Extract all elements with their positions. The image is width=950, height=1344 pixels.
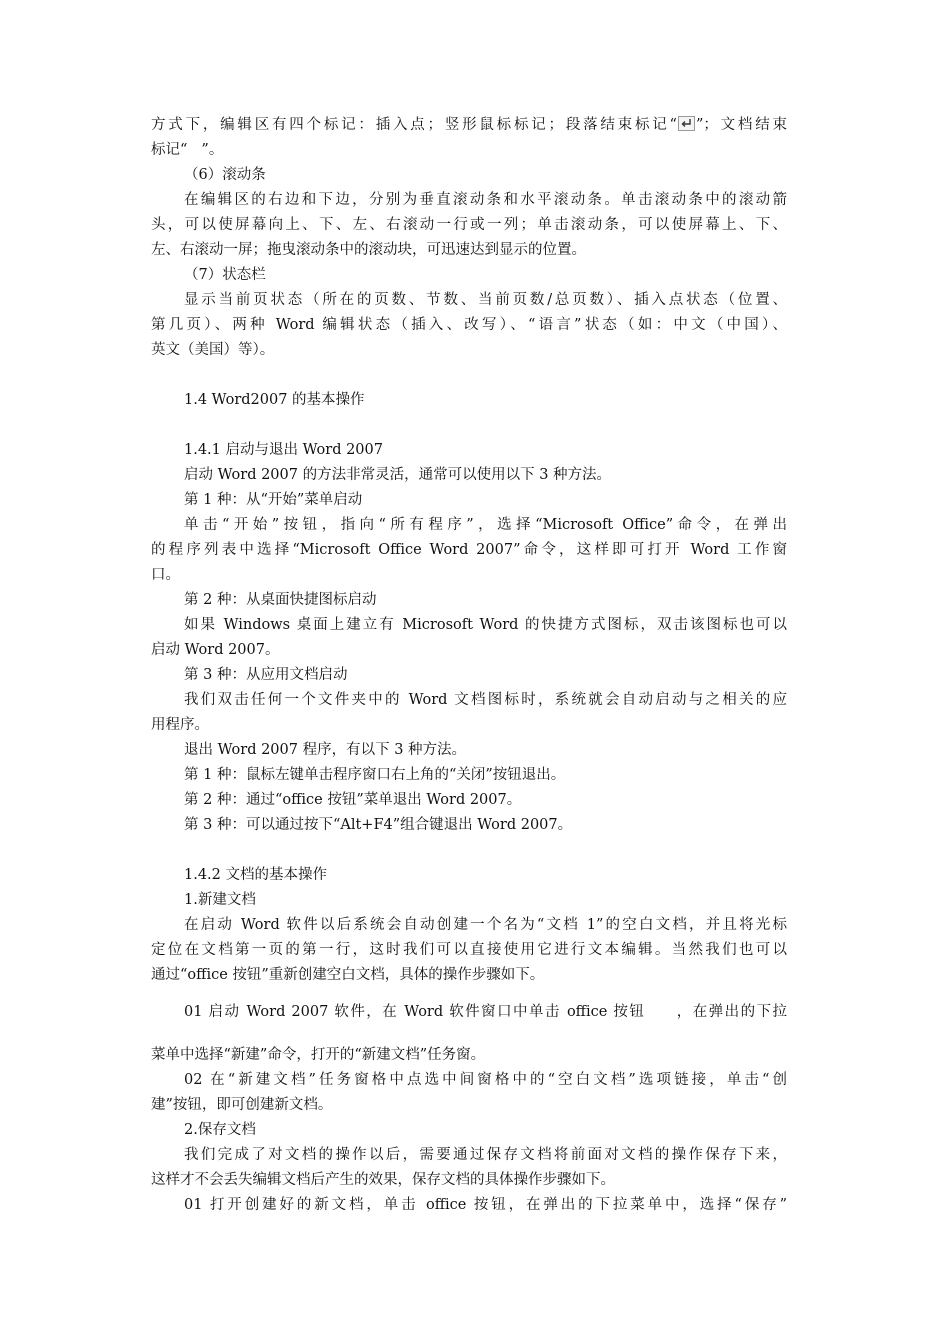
office-button-icon (645, 1004, 675, 1018)
text-line (151, 113, 787, 138)
text-line: 我们双击任何一个文件夹中的 Word 文档图标时，系统就会自动启动与之相关的应 (184, 692, 787, 708)
text-line: 单击“开始”按钮，指向“所有程序”，选择“Microsoft Office”命令，在弹出 (184, 517, 787, 533)
text-line: 头，可以使屏幕向上、下、左、右滚动一行或一列；单击滚动条，可以使屏幕上、下、 (151, 217, 787, 233)
text-run: 标记“ (151, 142, 188, 158)
text-line: 第 1 种：鼠标左键单击程序窗口右上角的“关闭”按钮退出。 (184, 767, 566, 783)
text-line: 第几页）、两种 Word 编辑状态（插入、改写）、“语言”状态（如：中文（中国）、 (151, 317, 787, 333)
heading-1-4: 1.4 Word2007 的基本操作 (184, 392, 365, 408)
text-line: 第 2 种：通过“office 按钮”菜单退出 Word 2007。 (184, 792, 522, 808)
text-line: 英文（美国）等）。 (151, 342, 275, 358)
text-run: ”；文档结束 (695, 117, 787, 133)
text-run: 方式下，编辑区有四个标记：插入点；竖形鼠标标记；段落结束标记“ (151, 117, 677, 133)
method-title: 第 1 种：从“开始”菜单启动 (184, 492, 363, 508)
text-line: 用程序。 (151, 717, 209, 733)
text-line: 菜单中选择“新建”命令，打开的“新建文档”任务窗。 (151, 1047, 486, 1063)
text-run: ”。 (201, 142, 224, 158)
text-line: 如果 Windows 桌面上建立有 Microsoft Word 的快捷方式图标，双击该图标也可以 (184, 617, 787, 633)
text-line: 在编辑区的右边和下边，分别为垂直滚动条和水平滚动条。单击滚动条中的滚动箭 (184, 192, 787, 208)
section-title: 1.新建文档 (184, 892, 256, 908)
paragraph-mark-icon (678, 116, 695, 131)
text-line: 通过“office 按钮”重新创建空白文档，具体的操作步骤如下。 (151, 967, 545, 983)
section-title: 2.保存文档 (184, 1122, 256, 1138)
text-line: 的程序列表中选择“Microsoft Office Word 2007”命令，这样即可打开 Word 工作窗 (151, 542, 787, 558)
text-line: 显示当前页状态（所在的页数、节数、当前页数/总页数）、插入点状态（位置、 (184, 292, 787, 308)
text-run: ，在弹出的下拉 (675, 1004, 788, 1020)
text-line (151, 138, 787, 163)
text-line: 退出 Word 2007 程序，有以下 3 种方法。 (184, 742, 467, 758)
text-line: 01 打开创建好的新文档，单击 office 按钮，在弹出的下拉菜单中，选择“保存” (184, 1197, 787, 1213)
text-line: 口。 (151, 567, 180, 583)
method-title: 第 2 种：从桌面快捷图标启动 (184, 592, 377, 608)
text-line: 这样才不会丢失编辑文档后产生的效果，保存文档的具体操作步骤如下。 (151, 1172, 615, 1188)
text-line: 建”按钮，即可创建新文档。 (151, 1097, 333, 1113)
text-line: 第 3 种：可以通过按下“Alt+F4”组合键退出 Word 2007。 (184, 817, 573, 833)
text-line: 定位在文档第一页的第一行，这时我们可以直接使用它进行文本编辑。当然我们也可以 (151, 942, 787, 958)
section-title: （7）状态栏 (184, 267, 266, 283)
heading-1-4-1: 1.4.1 启动与退出 Word 2007 (184, 442, 383, 458)
text-line: 在启动 Word 软件以后系统会自动创建一个名为“文档 1”的空白文档，并且将光标 (184, 917, 787, 933)
text-line: 我们完成了对文档的操作以后，需要通过保存文档将前面对文档的操作保存下来， (184, 1147, 787, 1163)
text-line (151, 1000, 787, 1025)
text-run: 01 启动 Word 2007 软件，在 Word 软件窗口中单击 office 按钮 (184, 1004, 646, 1020)
method-title: 第 3 种：从应用文档启动 (184, 667, 348, 683)
text-line: 02 在“新建文档”任务窗格中点选中间窗格中的“空白文档”选项链接，单击“创 (184, 1072, 787, 1088)
section-title: （6）滚动条 (184, 167, 266, 183)
heading-1-4-2: 1.4.2 文档的基本操作 (184, 867, 328, 883)
text-line: 左、右滚动一屏；拖曳滚动条中的滚动块，可迅速达到显示的位置。 (151, 242, 586, 258)
text-line: 启动 Word 2007 的方法非常灵活，通常可以使用以下 3 种方法。 (184, 467, 612, 483)
document-page (151, 113, 787, 1218)
document-end-mark-icon (187, 143, 201, 155)
text-line: 启动 Word 2007。 (151, 642, 280, 658)
